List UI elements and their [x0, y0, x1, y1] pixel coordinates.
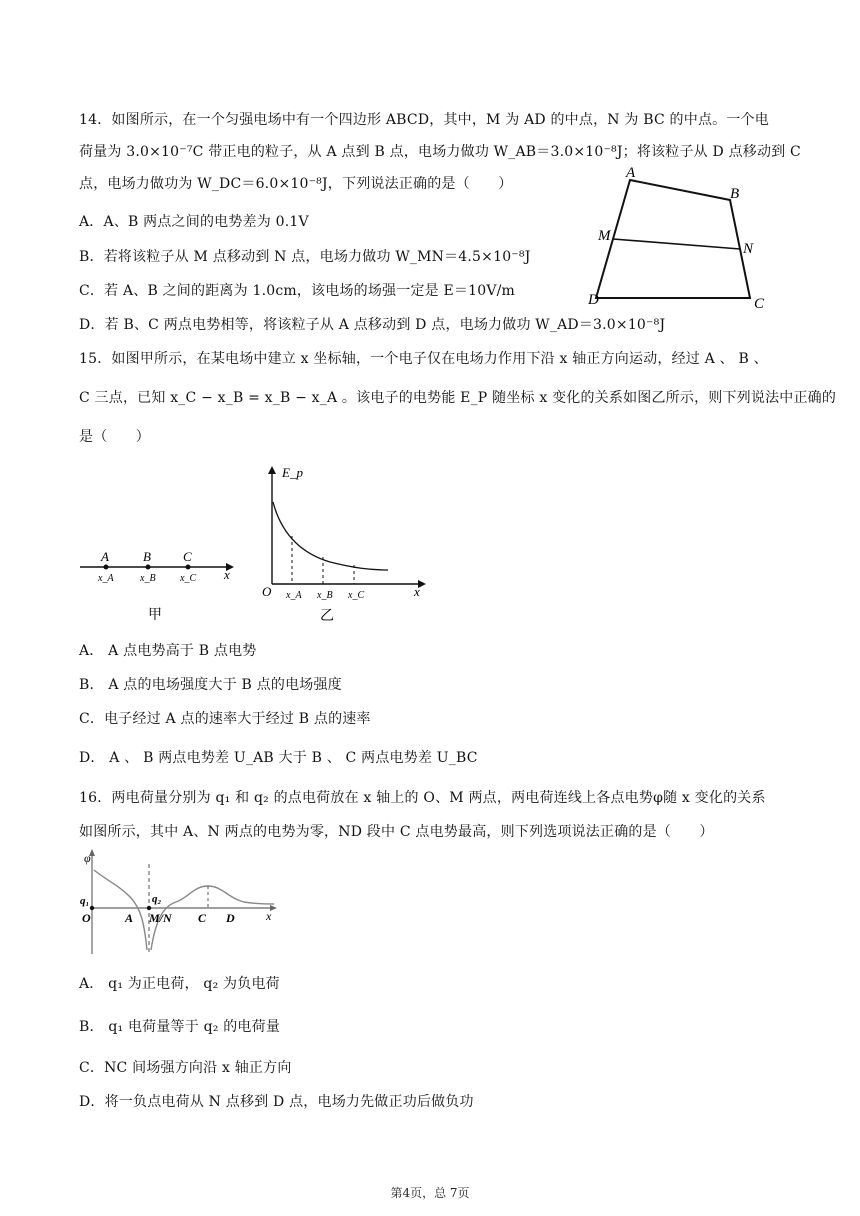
- q14-option-b: B．若将该粒子从 M 点移动到 N 点，电场力做功 W_MN＝4.5×10⁻⁸J: [79, 249, 531, 265]
- q16-option-a: A． q₁ 为正电荷， q₂ 为负电荷: [79, 976, 280, 992]
- q14-option-d: D．若 B、C 两点电势相等，将该粒子从 A 点移动到 D 点，电场力做功 W_AD＝3.0×10⁻⁸J: [79, 317, 666, 333]
- yi-origin: O: [262, 584, 272, 599]
- jia-label-b: B: [143, 549, 151, 564]
- q16-label-c: C: [198, 911, 207, 925]
- page-footer: 第4页，总 7页: [390, 1186, 470, 1200]
- jia-sub-xc: x_C: [180, 573, 197, 584]
- segment-mn: [613, 239, 740, 249]
- label-m: M: [598, 228, 611, 244]
- yi-tick-xb: x_B: [317, 590, 333, 601]
- label-n: N: [743, 241, 754, 257]
- q14-option-c: C．若 A、B 之间的距离为 1.0cm，该电场的场强一定是 E＝10V/m: [79, 283, 516, 299]
- q15-option-a: A． A 点电势高于 B 点电势: [79, 643, 257, 659]
- q15-text-line3: 是（ ）: [79, 429, 150, 445]
- q16-label-x: x: [266, 909, 272, 923]
- jia-label-c: C: [183, 549, 192, 564]
- label-c: C: [754, 296, 765, 310]
- yi-ylabel: E_p: [282, 465, 303, 480]
- jia-sub-xa: x_A: [98, 573, 114, 584]
- jia-label-a: A: [101, 549, 109, 564]
- label-a: A: [626, 165, 636, 181]
- q16-text-line1: 16．两电荷量分别为 q₁ 和 q₂ 的点电荷放在 x 轴上的 O、M 两点，两电荷连线上各点电势φ随 x 变化的关系: [79, 790, 766, 806]
- jia-sub-xb: x_B: [140, 573, 156, 584]
- q14-text-line3: 点，电场力做功为 W_DC＝6.0×10⁻⁸J，下列说法正确的是（ ）: [79, 176, 513, 192]
- q15-text-line1: 15．如图甲所示，在某电场中建立 x 坐标轴，一个电子仅在电场力作用下沿 x 轴正方向运动，经过 A 、 B 、: [79, 351, 768, 367]
- yi-tick-xc: x_C: [348, 590, 365, 601]
- q16-label-mn: M/N: [149, 911, 172, 925]
- label-d: D: [588, 292, 599, 308]
- q16-label-phi: φ: [84, 851, 91, 865]
- q16-label-d: D: [226, 911, 235, 925]
- q16-label-q1: q₁: [80, 895, 90, 907]
- q16-label-o: O: [82, 911, 91, 925]
- q16-label-a: A: [125, 911, 134, 925]
- jia-caption: 甲: [148, 608, 162, 623]
- q15-option-b: B． A 点的电场强度大于 B 点的电场强度: [79, 677, 342, 693]
- yi-caption: 乙: [320, 609, 334, 623]
- q16-potential-figure: [76, 846, 286, 958]
- jia-axis-x: x: [224, 567, 230, 582]
- q16-text-line2: 如图所示，其中 A、N 两点的电势为零，ND 段中 C 点电势最高，则下列选项说法正确的是（ ）: [79, 824, 714, 840]
- phi-curve-left: [94, 870, 147, 950]
- yi-xlabel: x: [414, 584, 420, 599]
- q14-text-line1: 14．如图所示，在一个匀强电场中有一个四边形 ABCD，其中，M 为 AD 的中点，N 为 BC 的中点。一个电: [79, 112, 769, 128]
- q15-option-c: C．电子经过 A 点的速率大于经过 B 点的速率: [79, 711, 371, 727]
- q14-quadrilateral-figure: [580, 160, 780, 310]
- label-b: B: [730, 186, 740, 202]
- q15-text-line2: C 三点，已知 x_C − x_B = x_B − x_A 。该电子的电势能 E_P 随坐标 x 变化的关系如图乙所示，则下列说法中正确的: [79, 390, 837, 406]
- q16-label-q2: q₂: [152, 893, 162, 905]
- q15-figure-yi: [258, 458, 433, 623]
- ep-curve: [273, 502, 388, 570]
- q16-option-c: C．NC 间场强方向沿 x 轴正方向: [79, 1060, 292, 1076]
- q16-option-b: B． q₁ 电荷量等于 q₂ 的电荷量: [79, 1019, 281, 1035]
- q14-text-line2: 荷量为 3.0×10⁻⁷C 带正电的粒子，从 A 点到 B 点，电场力做功 W_AB＝3.0×10⁻⁸J；将该粒子从 D 点移动到 C: [79, 144, 801, 160]
- q15-figure-jia: [76, 545, 246, 625]
- q15-option-d: D． A 、 B 两点电势差 U_AB 大于 B 、 C 两点电势差 U_BC: [79, 750, 478, 766]
- yi-tick-xa: x_A: [286, 590, 302, 601]
- q16-option-d: D．将一负点电荷从 N 点移到 D 点，电场力先做正功后做负功: [79, 1094, 474, 1110]
- q14-option-a: A．A、B 两点之间的电势差为 0.1V: [79, 214, 309, 230]
